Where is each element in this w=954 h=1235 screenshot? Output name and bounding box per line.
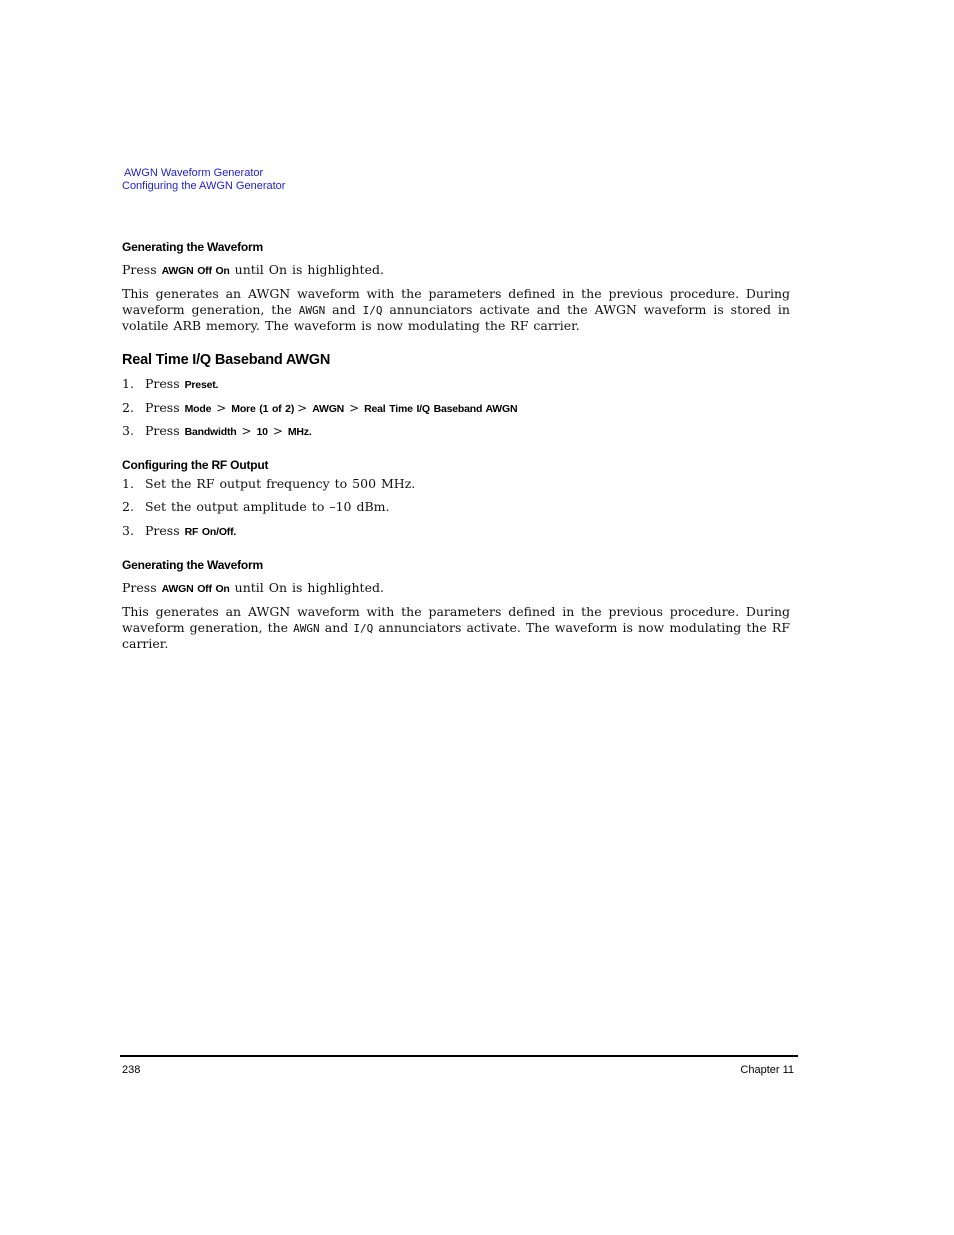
path-separator: > <box>297 401 308 415</box>
paragraph-text-pre: This generates an AWGN waveform with the parameters defined in the previous procedure. During waveform generation, the <box>122 604 790 635</box>
step-number: 1. <box>122 476 134 491</box>
step-set-frequency <box>122 476 415 492</box>
step-text: Press <box>145 376 180 391</box>
paragraph-and: and <box>324 619 349 635</box>
step-text: Press <box>145 523 180 538</box>
step-period: . <box>233 526 237 538</box>
breadcrumb-section[interactable]: Configuring the AWGN Generator <box>122 180 286 192</box>
step-number: 3. <box>122 423 134 438</box>
step-period: . <box>308 426 312 438</box>
step-rf-on-off <box>122 523 236 541</box>
step-number: 2. <box>122 400 134 415</box>
heading-generating-waveform-1: Generating the Waveform <box>122 240 263 254</box>
annunciator-awgn: AWGN <box>293 621 320 635</box>
step-number: 3. <box>122 523 134 538</box>
ten-key: 10 <box>256 426 268 438</box>
page-number: 238 <box>122 1064 141 1076</box>
paragraph-text-post: annunciators activate and the AWGN waveform is stored in volatile ARB memory. The waveform is now modulating the RF carrier. <box>122 301 790 333</box>
awgn-key: AWGN <box>312 403 345 415</box>
step-text: Press <box>145 400 180 415</box>
preset-key: Preset <box>184 379 216 391</box>
mhz-key: MHz <box>287 426 309 438</box>
press-tail: until On is highlighted. <box>234 262 384 277</box>
step-text: Set the output amplitude to –10 dBm. <box>145 499 390 514</box>
press-awgn-line-2 <box>122 580 384 598</box>
awgn-off-on-key: AWGN Off On <box>161 583 230 595</box>
footer-rule <box>120 1055 798 1057</box>
step-bandwidth <box>122 423 312 441</box>
step-mode-path <box>122 400 517 418</box>
step-number: 1. <box>122 376 134 391</box>
paragraph-text-pre: This generates an AWGN waveform with the parameters defined in the previous procedure. During waveform generation, the <box>122 286 790 317</box>
step-preset <box>122 376 218 394</box>
annunciator-iq: I/Q <box>362 303 383 317</box>
breadcrumb-chapter[interactable]: AWGN Waveform Generator <box>124 167 264 179</box>
step-text: Set the RF output frequency to 500 MHz. <box>145 476 416 491</box>
path-separator: > <box>272 424 283 438</box>
heading-configuring-rf-output: Configuring the RF Output <box>122 458 269 472</box>
more-1-of-2-key: More (1 of 2) <box>231 403 295 415</box>
press-tail: until On is highlighted. <box>234 580 384 595</box>
path-separator: > <box>241 424 252 438</box>
running-header <box>122 167 285 193</box>
path-separator: > <box>349 401 360 415</box>
paragraph-awgn-generation-1 <box>122 286 790 334</box>
step-text: Press <box>145 423 180 438</box>
path-separator: > <box>216 401 227 415</box>
annunciator-awgn: AWGN <box>298 303 326 317</box>
awgn-off-on-key: AWGN Off On <box>161 265 230 277</box>
chapter-label: Chapter 11 <box>740 1064 794 1076</box>
mode-key: Mode <box>184 403 212 415</box>
press-awgn-line-1 <box>122 262 384 280</box>
press-word: Press <box>122 580 157 595</box>
step-number: 2. <box>122 499 134 514</box>
heading-real-time-iq-baseband-awgn: Real Time I/Q Baseband AWGN <box>122 352 331 368</box>
step-set-amplitude <box>122 499 389 515</box>
press-word: Press <box>122 262 157 277</box>
heading-generating-waveform-2: Generating the Waveform <box>122 558 263 572</box>
step-period: . <box>215 379 219 391</box>
bandwidth-key: Bandwidth <box>184 426 237 438</box>
paragraph-awgn-generation-2 <box>122 604 790 652</box>
paragraph-text-post: annunciators activate. The waveform is now modulating the RF carrier. <box>122 619 790 651</box>
paragraph-and: and <box>332 301 356 317</box>
annunciator-iq: I/Q <box>353 621 374 635</box>
real-time-iq-baseband-awgn-key: Real Time I/Q Baseband AWGN <box>364 403 518 415</box>
rf-on-off-key: RF On/Off <box>184 526 234 538</box>
